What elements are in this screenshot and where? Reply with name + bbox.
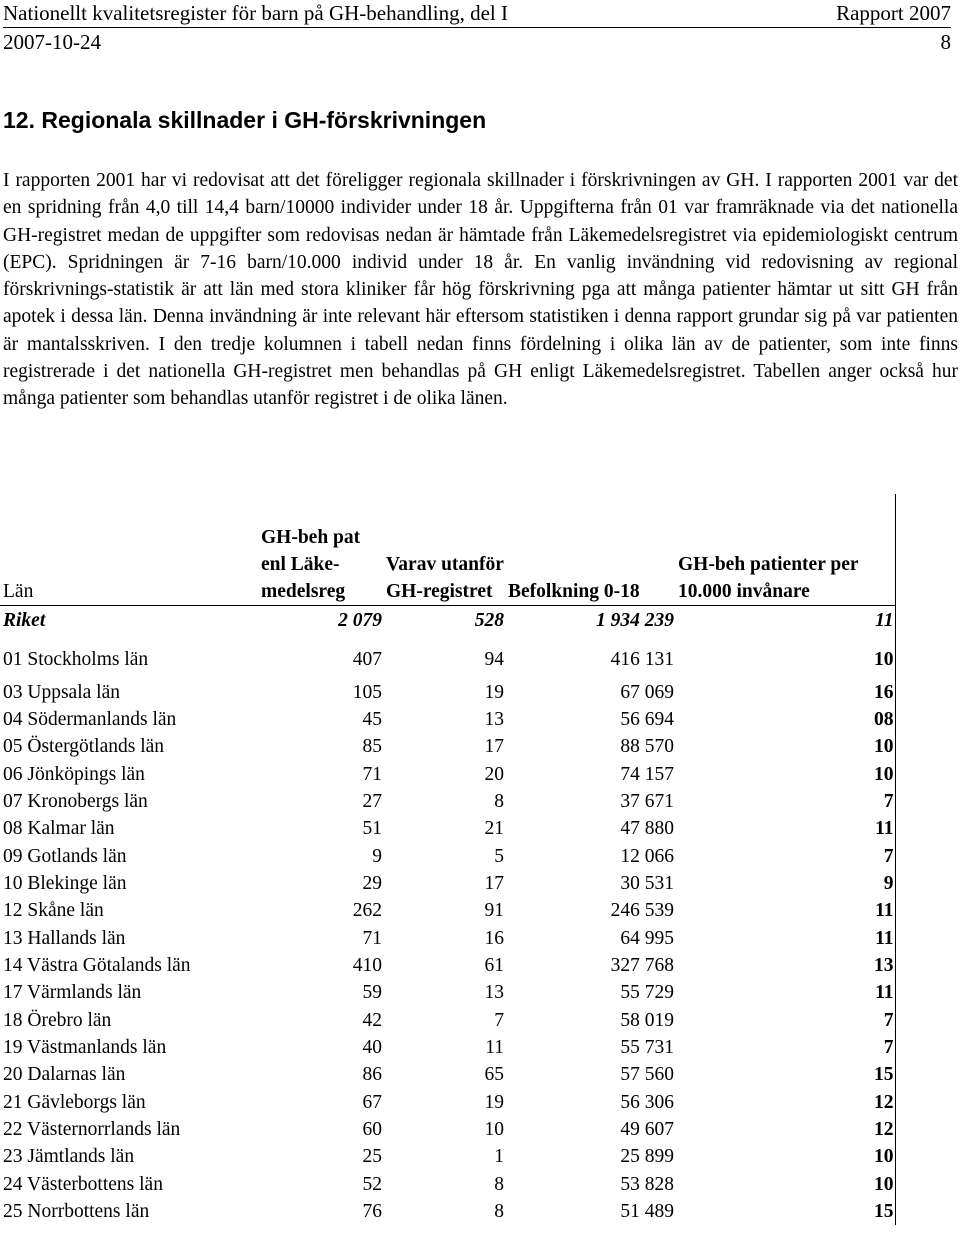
cell-lan: 22 Västernorrlands län xyxy=(3,1119,181,1141)
table-row xyxy=(0,733,895,760)
table-row xyxy=(0,1061,895,1088)
table-row-riket xyxy=(0,606,895,637)
riket-label: Riket xyxy=(3,610,46,631)
cell-varav: 10 xyxy=(484,1119,504,1141)
table-spacer xyxy=(0,636,895,646)
cell-gh-beh: 71 xyxy=(362,927,382,949)
riket-per10000: 11 xyxy=(675,606,895,637)
cell-lan: 03 Uppsala län xyxy=(3,681,120,703)
cell-gh-beh: 71 xyxy=(362,763,382,785)
cell-per10000: 10 xyxy=(675,760,895,787)
cell-befolkning: 246 539 xyxy=(610,900,674,922)
table-header-row xyxy=(0,494,895,606)
cell-befolkning: 57 560 xyxy=(620,1064,674,1086)
cell-varav: 8 xyxy=(494,1201,504,1223)
cell-lan: 05 Östergötlands län xyxy=(3,736,165,758)
cell-gh-beh: 60 xyxy=(362,1119,382,1141)
table-row xyxy=(0,815,895,842)
cell-lan: 17 Värmlands län xyxy=(3,982,142,1004)
cell-per10000: 7 xyxy=(675,1006,895,1033)
table-row xyxy=(0,760,895,787)
table-row xyxy=(0,678,895,705)
cell-lan: 04 Södermanlands län xyxy=(3,708,177,730)
cell-per10000: 7 xyxy=(675,788,895,815)
table-row xyxy=(0,1116,895,1143)
cell-lan: 06 Jönköpings län xyxy=(3,763,145,785)
cell-per10000: 13 xyxy=(675,952,895,979)
cell-per10000: 11 xyxy=(675,979,895,1006)
table-row xyxy=(0,646,895,673)
cell-befolkning: 47 880 xyxy=(620,818,674,840)
cell-per10000: 16 xyxy=(675,678,895,705)
cell-varav: 17 xyxy=(484,736,504,758)
table-row xyxy=(0,788,895,815)
cell-per10000: 7 xyxy=(675,842,895,869)
cell-befolkning: 51 489 xyxy=(620,1201,674,1223)
cell-befolkning: 55 729 xyxy=(620,982,674,1004)
cell-lan: 12 Skåne län xyxy=(3,900,104,922)
cell-per10000: 08 xyxy=(675,706,895,733)
table-row xyxy=(0,706,895,733)
cell-varav: 16 xyxy=(484,927,504,949)
cell-lan: 23 Jämtlands län xyxy=(3,1146,135,1168)
cell-gh-beh: 52 xyxy=(362,1173,382,1195)
cell-per10000: 11 xyxy=(675,815,895,842)
table-row xyxy=(0,952,895,979)
cell-lan: 20 Dalarnas län xyxy=(3,1064,126,1086)
cell-varav: 94 xyxy=(484,649,504,671)
cell-befolkning: 88 570 xyxy=(620,736,674,758)
table-row xyxy=(0,842,895,869)
table-row xyxy=(0,1171,895,1198)
cell-befolkning: 25 899 xyxy=(620,1146,674,1168)
cell-gh-beh: 407 xyxy=(352,649,382,671)
cell-gh-beh: 105 xyxy=(352,681,382,703)
cell-lan: 18 Örebro län xyxy=(3,1009,112,1031)
regional-table xyxy=(0,494,896,1225)
cell-gh-beh: 410 xyxy=(352,954,382,976)
header-meta xyxy=(3,29,951,55)
table-row xyxy=(0,870,895,897)
cell-befolkning: 53 828 xyxy=(620,1173,674,1195)
table-row xyxy=(0,1198,895,1225)
cell-lan: 24 Västerbottens län xyxy=(3,1173,163,1195)
page-number: 8 xyxy=(940,30,951,54)
cell-befolkning: 327 768 xyxy=(610,954,674,976)
cell-befolkning: 49 607 xyxy=(620,1119,674,1141)
cell-gh-beh: 40 xyxy=(362,1036,382,1058)
cell-gh-beh: 86 xyxy=(362,1064,382,1086)
cell-varav: 65 xyxy=(484,1064,504,1086)
cell-gh-beh: 29 xyxy=(362,872,382,894)
cell-befolkning: 64 995 xyxy=(620,927,674,949)
cell-varav: 7 xyxy=(494,1009,504,1031)
cell-lan: 13 Hallands län xyxy=(3,927,126,949)
cell-varav: 8 xyxy=(494,790,504,812)
cell-per10000: 10 xyxy=(675,1143,895,1170)
document-title: Nationellt kvalitetsregister för barn på GH-behandling, del I xyxy=(3,1,509,25)
cell-befolkning: 12 066 xyxy=(620,845,674,867)
table-row xyxy=(0,1006,895,1033)
cell-gh-beh: 76 xyxy=(362,1201,382,1223)
cell-gh-beh: 27 xyxy=(362,790,382,812)
cell-befolkning: 30 531 xyxy=(620,872,674,894)
riket-varav: 528 xyxy=(474,610,504,631)
table-row xyxy=(0,979,895,1006)
section-heading: 12. Regionala skillnader i GH-förskrivningen xyxy=(3,107,487,133)
cell-varav: 91 xyxy=(484,900,504,922)
cell-befolkning: 416 131 xyxy=(610,649,674,671)
cell-gh-beh: 85 xyxy=(362,736,382,758)
cell-varav: 17 xyxy=(484,872,504,894)
cell-gh-beh: 67 xyxy=(362,1091,382,1113)
cell-gh-beh: 262 xyxy=(352,900,382,922)
cell-lan: 14 Västra Götalands län xyxy=(3,954,191,976)
cell-befolkning: 56 694 xyxy=(620,708,674,730)
cell-gh-beh: 42 xyxy=(362,1009,382,1031)
cell-lan: 25 Norrbottens län xyxy=(3,1201,150,1223)
table-row xyxy=(0,1089,895,1116)
report-label: Rapport 2007 xyxy=(836,1,951,25)
riket-befolkning: 1 934 239 xyxy=(596,610,674,631)
cell-per10000: 11 xyxy=(675,924,895,951)
cell-lan: 09 Gotlands län xyxy=(3,845,127,867)
riket-gh-beh: 2 079 xyxy=(338,610,382,631)
cell-per10000: 15 xyxy=(675,1061,895,1088)
cell-gh-beh: 9 xyxy=(372,845,382,867)
cell-varav: 61 xyxy=(484,954,504,976)
cell-varav: 19 xyxy=(484,681,504,703)
report-date: 2007-10-24 xyxy=(3,30,101,54)
cell-gh-beh: 59 xyxy=(362,982,382,1004)
table-row xyxy=(0,924,895,951)
running-header xyxy=(3,0,951,28)
col-header-befolkning: Befolkning 0-18 xyxy=(505,494,675,606)
cell-lan: 21 Gävleborgs län xyxy=(3,1091,146,1113)
cell-per10000: 9 xyxy=(675,870,895,897)
cell-befolkning: 56 306 xyxy=(620,1091,674,1113)
cell-per10000: 10 xyxy=(675,646,895,673)
cell-varav: 20 xyxy=(484,763,504,785)
table-row xyxy=(0,1143,895,1170)
cell-varav: 21 xyxy=(484,818,504,840)
cell-varav: 13 xyxy=(484,982,504,1004)
cell-befolkning: 55 731 xyxy=(620,1036,674,1058)
cell-per10000: 10 xyxy=(675,733,895,760)
cell-per10000: 11 xyxy=(675,897,895,924)
cell-varav: 1 xyxy=(494,1146,504,1168)
cell-per10000: 15 xyxy=(675,1198,895,1225)
cell-befolkning: 74 157 xyxy=(620,763,674,785)
cell-per10000: 7 xyxy=(675,1034,895,1061)
table-row xyxy=(0,1034,895,1061)
cell-gh-beh: 45 xyxy=(362,708,382,730)
cell-gh-beh: 25 xyxy=(362,1146,382,1168)
cell-varav: 5 xyxy=(494,845,504,867)
cell-lan: 07 Kronobergs län xyxy=(3,790,148,812)
body-paragraph: I rapporten 2001 har vi redovisat att det föreligger regionala skillnader i förskrivningen av GH. I rapporten 2001 var det en spridning från 4,0 till 14,4 barn/10000 individer under 18 år. Uppgifterna från 01 var framräknade via det nationella GH-registret medan de uppgifter som redovisas nedan är hämtade från Läkemedelsregistret via epidemiologiskt centrum (EPC). Spridningen är 7-16 barn/10.000 individ under 18 år. En vanlig invändning vid redovisning av regional förskrivnings-statistik är att län med stora kliniker får hög förskrivning pga att många patienter hämtar ut sitt GH från apotek i dessa län. Denna invändning är inte relevant här eftersom statistiken i denna rapport grundar sig på var patienten är mantalsskriven. I den tredje kolumnen i tabell nedan finns fördelning i olika län av de patienter, som inte finns registrerade i det nationella GH-registret men behandlas på GH enligt Läkemedelsregistret. Tabellen anger också hur många patienter som behandlas utanför registret i de olika länen. xyxy=(3,170,958,410)
cell-lan: 10 Blekinge län xyxy=(3,872,127,894)
cell-befolkning: 67 069 xyxy=(620,681,674,703)
col-header-varav: Varav utanför GH-registret xyxy=(383,494,505,606)
cell-per10000: 12 xyxy=(675,1116,895,1143)
col-header-lan: Län xyxy=(0,494,258,606)
cell-varav: 11 xyxy=(485,1036,504,1058)
table-row xyxy=(0,897,895,924)
cell-per10000: 10 xyxy=(675,1171,895,1198)
cell-varav: 13 xyxy=(484,708,504,730)
cell-lan: 01 Stockholms län xyxy=(3,649,149,671)
cell-varav: 19 xyxy=(484,1091,504,1113)
cell-per10000: 12 xyxy=(675,1089,895,1116)
cell-lan: 08 Kalmar län xyxy=(3,818,115,840)
cell-befolkning: 58 019 xyxy=(620,1009,674,1031)
col-header-per10000: GH-beh patienter per 10.000 invånare xyxy=(675,494,895,606)
cell-lan: 19 Västmanlands län xyxy=(3,1036,167,1058)
col-header-gh-beh: GH-beh pat enl Läke-medelsreg xyxy=(258,494,383,606)
cell-gh-beh: 51 xyxy=(362,818,382,840)
cell-befolkning: 37 671 xyxy=(620,790,674,812)
cell-varav: 8 xyxy=(494,1173,504,1195)
